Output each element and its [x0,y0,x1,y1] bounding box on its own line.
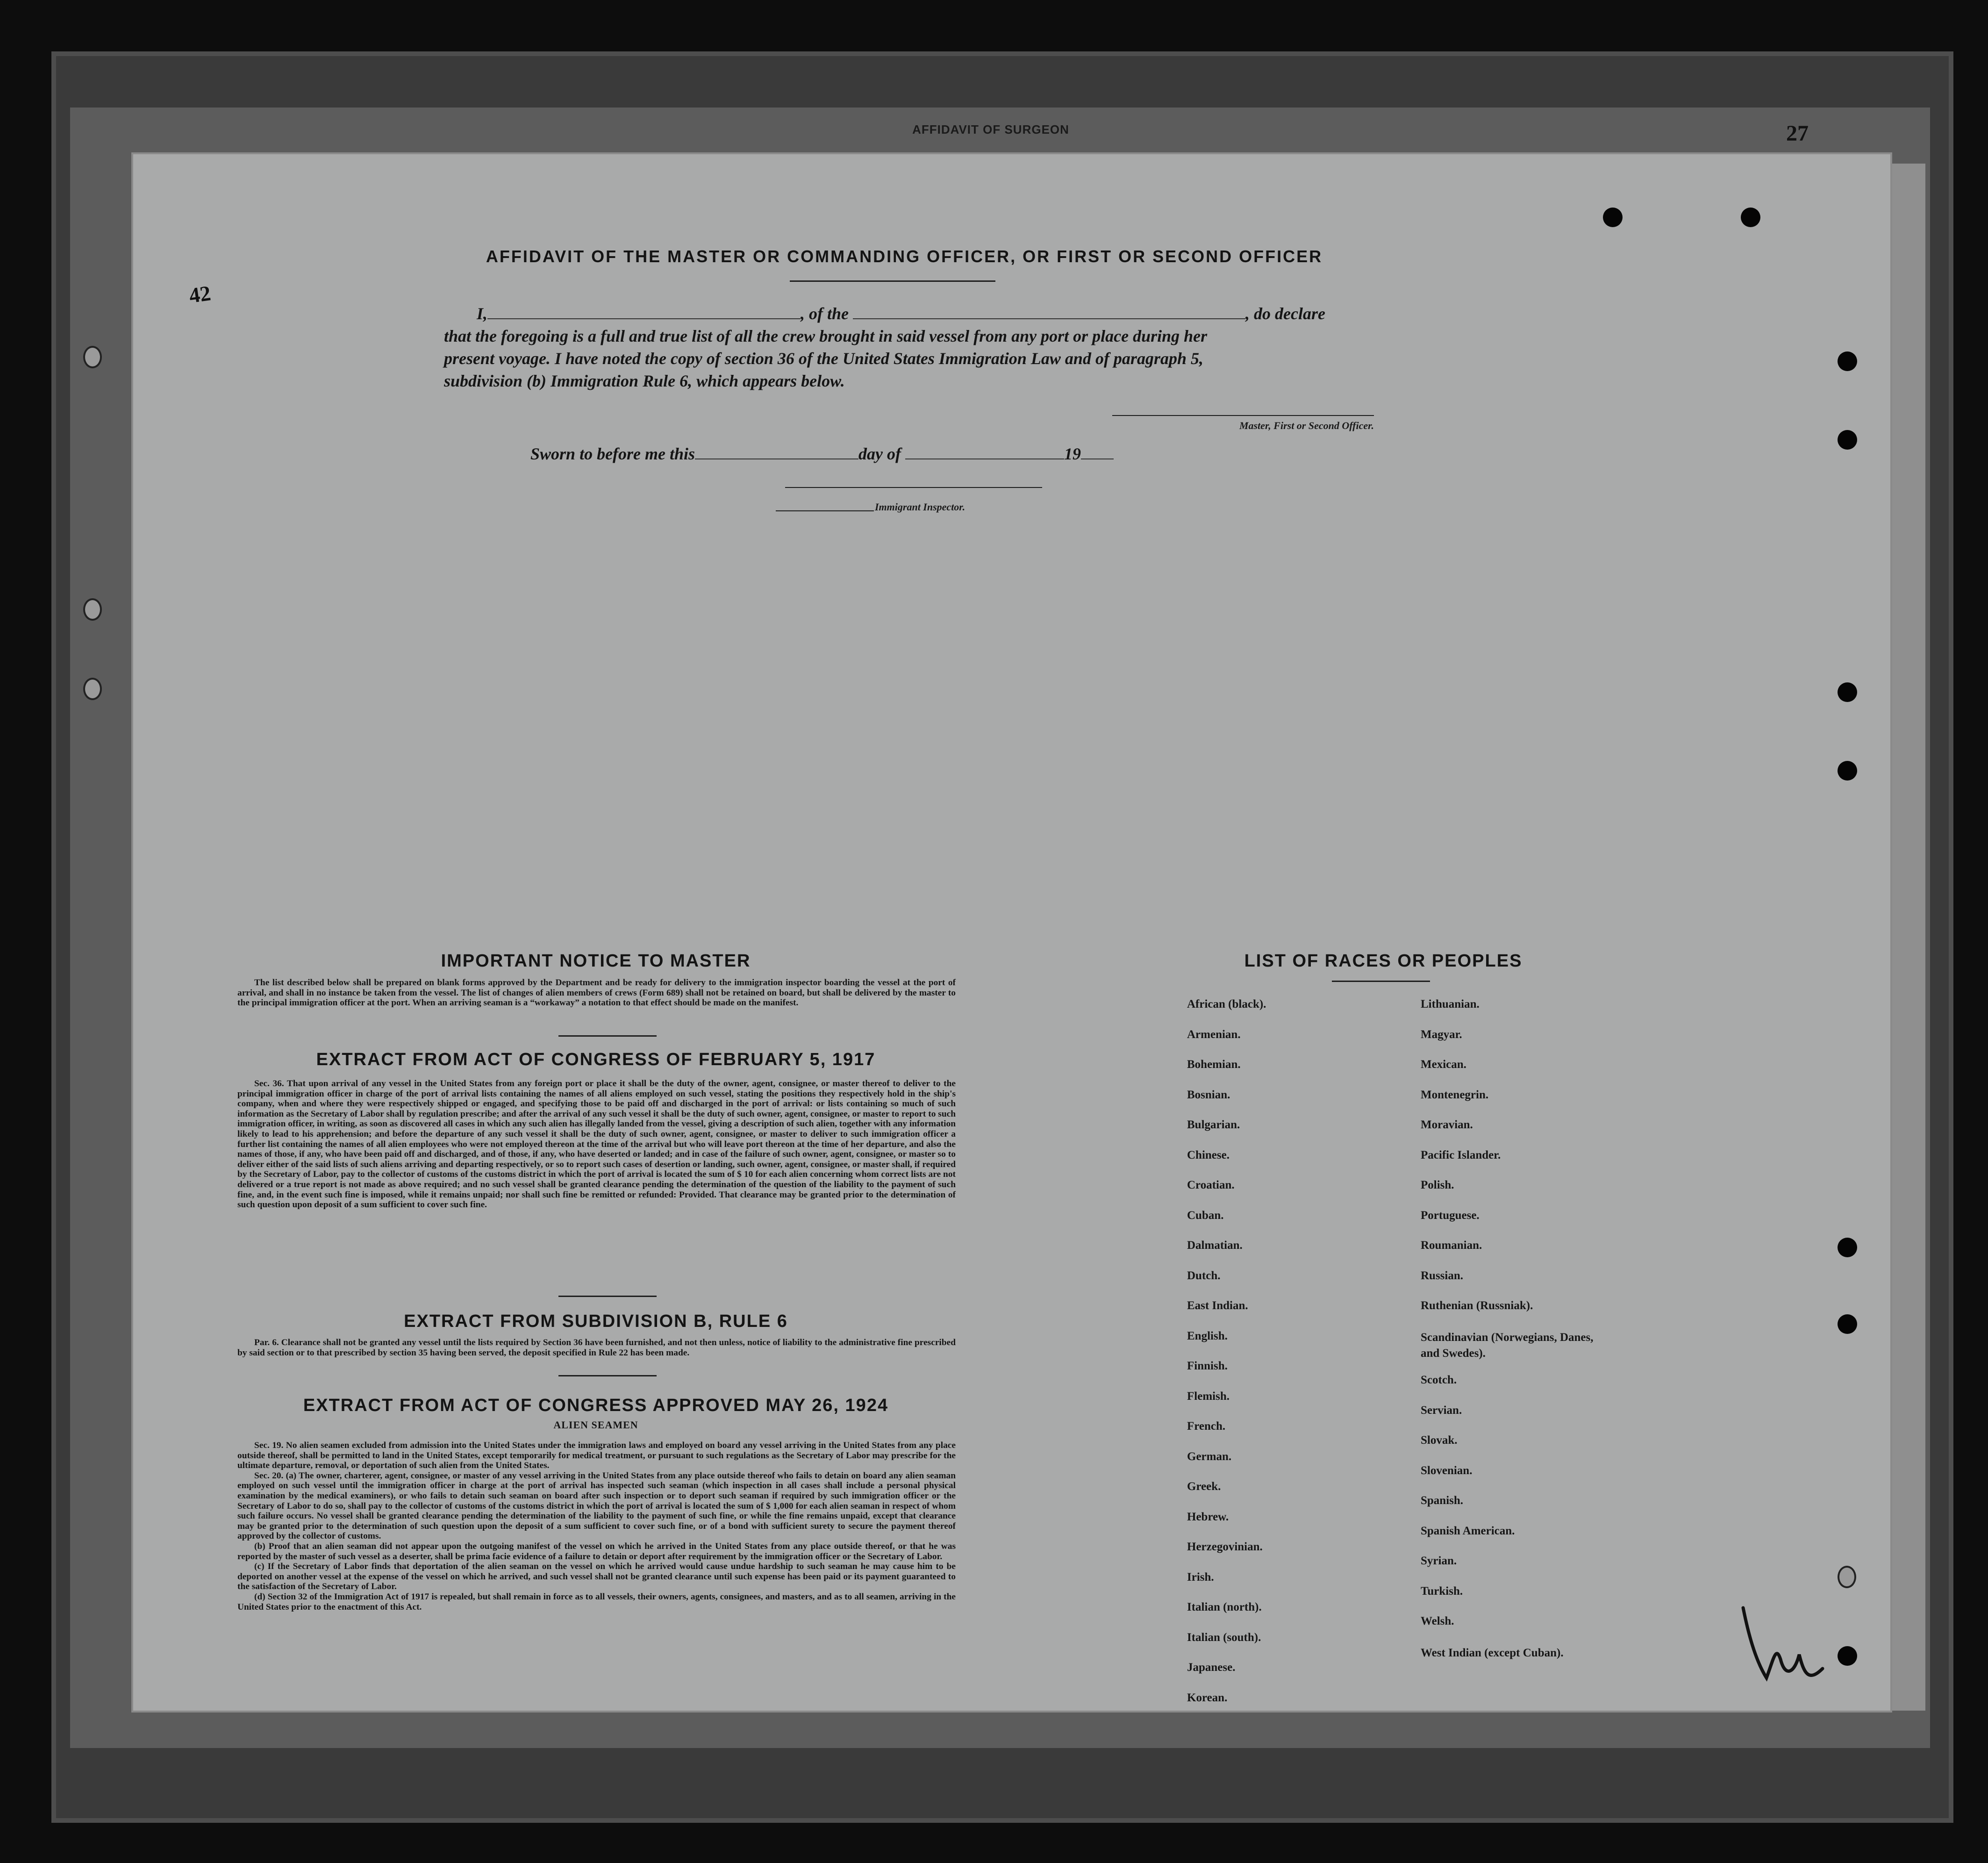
race-item: Magyar. [1421,1028,1462,1041]
vessel-blank[interactable] [853,318,1245,319]
race-item: Ruthenian (Russniak). [1421,1299,1533,1312]
extract-rule6-text [237,1338,956,1358]
page-number: 27 [1786,121,1809,146]
race-item: Montenegrin. [1421,1088,1489,1101]
race-item: Japanese. [1187,1661,1236,1674]
margin-mark: 42 [187,281,213,308]
race-item: Mexican. [1421,1058,1466,1071]
punch-hole [1838,351,1857,371]
affidavit-line1-end: , do declare [1245,304,1325,323]
punch-hole [1603,208,1623,227]
race-item: Korean. [1187,1691,1228,1704]
race-item: East Indian. [1187,1299,1248,1312]
punch-hole [1838,761,1857,781]
signature-line[interactable] [1112,415,1374,416]
punch-hole-ring [1838,1566,1856,1588]
sworn-start: Sworn to before me this [530,444,695,463]
handwritten-mark [1729,1603,1841,1692]
extract-1917-divider [558,1296,657,1297]
extract-1924-paragraph: (d) Section 32 of the Immigration Act of 1917 is repealed, but shall remain in force as to all vessels, their owners, agents, consignees, and masters, and as to all seamen, arriving in the United States prior to the enactment of this Act. [237,1591,956,1612]
extract-1924-paragraph: Sec. 19. No alien seamen excluded from admission into the United States under the immigration laws and employed on board any vessel arriving in the United States from any place outside thereof, shall be permitted to land in the United States, except temporarily for medical treatment, or pursuant to such regulations as the Secretary of Labor may prescribe for the ultimate departure, removal, or deportation of such alien from the United States. [237,1440,956,1471]
extract-rule6-divider [558,1375,657,1376]
punch-hole-ring [83,598,102,621]
race-item: Chinese. [1187,1148,1230,1161]
sworn-mid: day of [858,444,901,463]
race-item: Servian. [1421,1404,1462,1417]
punch-hole [1838,1314,1857,1334]
race-item: Bulgarian. [1187,1118,1240,1131]
title-underline [790,280,995,282]
races-title-underline [1332,981,1430,982]
extract-1924-title: EXTRACT FROM ACT OF CONGRESS APPROVED MAY 26, 1924 [303,1396,889,1415]
punch-hole-ring [83,346,102,368]
race-item: Dalmatian. [1187,1239,1243,1252]
inspector-signature-line[interactable] [785,487,1042,488]
extract-rule6-title: EXTRACT FROM SUBDIVISION B, RULE 6 [404,1311,788,1331]
extract-1924-subtitle: ALIEN SEAMEN [553,1419,638,1431]
signature-caption: Master, First or Second Officer. [1239,420,1374,431]
inspector-signature-line-2[interactable] [776,510,874,511]
race-item: Bohemian. [1187,1058,1241,1071]
extract-1917-text [237,1079,956,1210]
extract-1924-text [237,1440,956,1612]
race-item: Dutch. [1187,1269,1221,1282]
race-item: Pacific Islander. [1421,1148,1501,1161]
notice-title: IMPORTANT NOTICE TO MASTER [441,951,751,971]
extract-1917-title: EXTRACT FROM ACT OF CONGRESS OF FEBRUARY 5, 1917 [316,1050,876,1069]
race-item: Spanish American. [1421,1524,1515,1537]
page-edge [1888,164,1925,1711]
race-item: Finnish. [1187,1360,1228,1372]
race-item: Bosnian. [1187,1088,1230,1101]
race-item: Italian (north). [1187,1601,1262,1613]
inspector-caption: Immigrant Inspector. [875,501,965,513]
affidavit-line1-mid: , of the [801,304,849,323]
race-item: Turkish. [1421,1584,1463,1598]
affidavit-title: AFFIDAVIT OF THE MASTER OR COMMANDING OFFICER, OR FIRST OR SECOND OFFICER [486,247,1323,266]
punch-hole [1838,682,1857,702]
sworn-end: 19 [1064,444,1081,463]
affidavit-line-3: present voyage. I have noted the copy of section 36 of the United States Immigration Law and of paragraph 5, [444,349,1203,368]
affidavit-line-1 [477,304,1374,323]
race-item: Irish. [1187,1570,1214,1584]
race-item: Lithuanian. [1421,998,1480,1010]
punch-hole [1838,430,1857,450]
notice-divider [558,1035,657,1037]
extract-1924-paragraph: (c) If the Secretary of Labor finds that deportation of the alien seaman on the vessel on which he arrived would cause undue hardship to such seaman he may cause him to be deported on another vessel at the expense of the vessel on which he arrived, and such vessel shall not be granted clearance until such expense has been paid or its payment guaranteed to the satisfaction of the Secretary of Labor. [237,1562,956,1592]
race-item: Armenian. [1187,1028,1241,1041]
extract-rule6-paragraph: Par. 6. Clearance shall not be granted any vessel until the lists required by Section 36 have been furnished, and not then unless, notice of liability to the administrative fine prescribed by said section or to that prescribed by section 35 having been served, the deposit specified in Rule 22 has been made. [237,1338,956,1358]
race-item: Moravian. [1421,1118,1473,1131]
extract-1924-paragraph: Sec. 20. (a) The owner, charterer, agent, consignee, or master of any vessel arriving in the United States from any place outside thereof who fails to detain on board any alien seaman employed on such vessel until the immigration officer in charge at the port of arrival has inspected such seaman (which inspection in all cases shall include a personal physical examination by the medical examiners), or who fails to detain such seaman on board after such inspection or to deport such seaman if required by such immigration officer or the Secretary of Labor to do so, shall pay to the collector of customs of the customs district in which the port of arrival is located the sum of $ 1,000 for each alien seaman in respect of whom such failure occurs. No vessel shall be granted clearance pending the determination of the liability to the payment of such fine, or while the fine remains unpaid, except that clearance may be granted prior to the determination of such question upon the deposit of a sum sufficient to cover such fine, or of a bond with sufficient surety to secure the payment thereof approved by the collector of customs. [237,1470,956,1541]
race-item: Scandinavian (Norwegians, Danes, and Swedes). [1421,1331,1594,1360]
race-item: Welsh. [1421,1615,1454,1627]
notice-text [237,978,956,1008]
extract-1917-paragraph: Sec. 36. That upon arrival of any vessel in the United States from any foreign port or place it shall be the duty of the owner, agent, consignee, or master thereof to deliver to the principal immigration officer in charge of the port of arrival lists containing the names of all aliens employed on such vessel, stating the positions they respectively hold in the ship's company, when and where they were respectively shipped or engaged, and specifying those to be paid off and discharged in the port of arrival: or lists containing so much of such information as the Secretary of Labor shall by regulation prescribe; and after the arrival of any such vessel it shall be the duty of such owner, agent, consignee, or master to report to such immigration officer, in writing, as soon as discovered all cases in which any such alien has illegally landed from the vessel, giving a description of such alien, together with any information likely to lead to his apprehension; and before the departure of any such vessel it shall be the duty of such owner, agent, consignee, or master to deliver to such immigration officer a further list containing the names of all alien employees who were not employed thereon at the time of the arrival but who will leave port thereon at the time of her departure, and also the names of those, if any, who have been paid off and discharged, and of those, if any, who have deserted or landed; and in case of the failure of such owner, agent, consignee, or master so to deliver either of the said lists of such aliens arriving and departing respectively, or so to report such cases of desertion or landing, such owner, agent, consignee, or master shall, if required by the Secretary of Labor, pay to the collector of customs of the customs district in which the port of arrival is located the sum of $ 10 for each alien concerning whom correct lists are not delivered or a true report is not made as above required; and no such vessel shall be granted clearance pending the determination of the question of the liability to the payment of such fine, and, in the event such fine is imposed, while it remains unpaid; nor shall such fine be remitted or refunded: Provided. That clearance may be granted prior to the determination of such question upon deposit of a sum sufficient to cover such fine. [237,1079,956,1210]
notice-paragraph: The list described below shall be prepared on blank forms approved by the Department and be ready for delivery to the immigration inspector boarding the vessel at the port of arrival, and shall in no instance be taken from the vessel. The list of changes of alien members of crews (Form 689) shall not be retained on board, but shall be delivered by the master to the principal immigration officer at the port. When an arriving seaman is a “workaway” a notation to that effect should be made on the manifest. [237,978,956,1008]
race-item: Hebrew. [1187,1510,1229,1523]
race-item: Herzegovinian. [1187,1541,1263,1553]
race-item: Syrian. [1421,1555,1457,1567]
race-item: Greek. [1187,1480,1221,1493]
races-title: LIST OF RACES OR PEOPLES [1244,951,1523,971]
underlying-sheet-header: AFFIDAVIT OF SURGEON [912,122,1069,136]
race-item: Slovenian. [1421,1464,1473,1477]
extract-1924-paragraph: (b) Proof that an alien seaman did not appear upon the outgoing manifest of the vessel on which he arrived in the United States from any place outside thereof, or that he was reported by the master of such vessel as a deserter, shall be prima facie evidence of a failure to detain or deport after requirement by the immigration officer or the Secretary of Labor. [237,1541,956,1562]
race-item: French. [1187,1420,1226,1433]
race-item: African (black). [1187,998,1266,1010]
race-item: Spanish. [1421,1494,1464,1507]
punch-hole [1838,1238,1857,1257]
race-item: German. [1187,1450,1232,1463]
affidavit-line-2: that the foregoing is a full and true list of all the crew brought in said vessel from any port or place during her [444,327,1208,345]
race-item: Flemish. [1187,1390,1230,1403]
punch-hole-ring [83,678,102,700]
race-item: Polish. [1421,1179,1454,1191]
race-item: English. [1187,1329,1228,1342]
race-item: Cuban. [1187,1209,1224,1222]
punch-hole [1741,208,1760,227]
race-item: Portuguese. [1421,1209,1480,1222]
race-item: Russian. [1421,1269,1464,1282]
sworn-line [530,444,1114,464]
race-item: Scotch. [1421,1374,1457,1386]
race-item: Croatian. [1187,1179,1235,1191]
race-item: West Indian (except Cuban). [1421,1646,1564,1659]
name-blank[interactable] [487,318,801,319]
affidavit-line1-start: I, [477,304,488,323]
race-item: Slovak. [1421,1434,1458,1447]
race-item: Roumanian. [1421,1239,1482,1252]
race-item: Italian (south). [1187,1631,1261,1644]
affidavit-line-4: subdivision (b) Immigration Rule 6, which appears below. [444,372,845,390]
